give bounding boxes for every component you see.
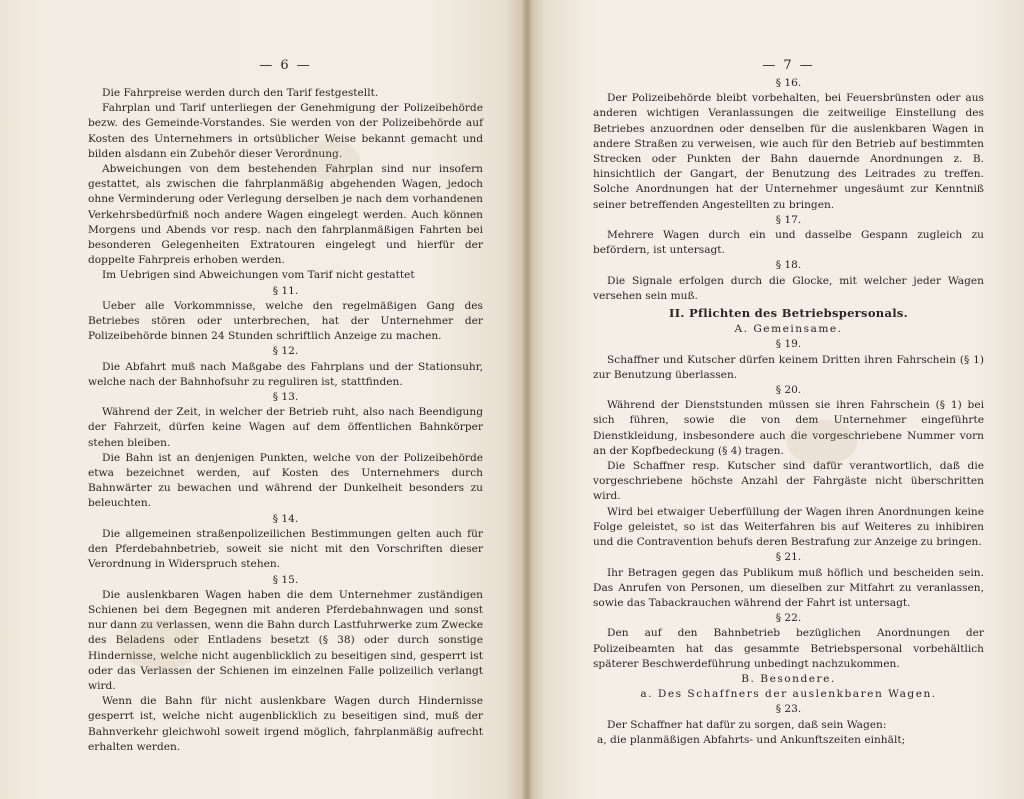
section-number: § 12. [272,345,299,358]
paragraph: Während der Dienststunden müssen sie ihren Fahrschein (§ 1) bei sich führen, sowie die von dem Unternehmer eingeführte Dienstkleidung, insbesondere auch die vorgeschriebene Nummer vorn an der Kopfbedeckung (§ 4) tragen. [593,399,984,457]
section-number: § 17. [775,213,802,226]
paragraph: Fahrplan und Tarif unterliegen der Genehmigung der Polizeibehörde bezw. des Gemeinde-Vorstandes. Sie werden von der Polizeibehörde auf Kosten des Unternehmers in ortsüblicher Weise bekannt gemacht und bilden alsdann ein Zubehör dieser Verordnung. [88,102,483,160]
paragraph: Die Signale erfolgen durch die Glocke, mit welcher jeder Wagen versehen sein muß. [593,274,984,302]
section-number: § 20. [775,384,802,397]
paragraph: Die Abfahrt muß nach Maßgabe des Fahrplans und der Stationsuhr, welche nach der Bahnhofsuhr zu reguliren ist, stattfinden. [88,360,483,388]
section-number: § 22. [775,612,802,625]
paragraph: Abweichungen von dem bestehenden Fahrplan sind nur insofern gestattet, als zwischen die fahrplanmäßig abgehenden Wagen, jedoch ohne Verminderung oder Verlegung derselben je nach dem vorhandenen Verkehrsbedürfniß noch andere Wagen eingelegt werden. Auch können Morgens und Abends vor resp. nach den fahrplanmäßigen Fahrten bei besonderen Gelegenheiten Extratouren eingelegt und hierfür der doppelte Fahrpreis erhoben werden. [88,163,483,267]
section-number: § 11. [272,284,299,297]
page-number-left: — 6 — [259,58,312,73]
section-number: § 16. [775,77,802,89]
section-number: § 21. [775,551,802,564]
right-page-text [593,76,984,748]
paragraph: Der Schaffner hat dafür zu sorgen, daß sein Wagen: [607,718,887,731]
paragraph: Den auf den Bahnbetrieb bezüglichen Anordnungen der Polizeibeamten hat das gesammte Betriebspersonal vorbehältlich späterer Beschwerdeführung unbedingt nachzukommen. [593,627,984,670]
section-number: § 13. [272,391,299,404]
list-item: a, die planmäßigen Abfahrts- und Ankunftszeiten einhält; [597,733,906,746]
paragraph: Schaffner und Kutscher dürfen keinem Dritten ihren Fahrschein (§ 1) zur Benutzung überlassen. [593,353,984,381]
paragraph: Die auslenkbaren Wagen haben die dem Unternehmer zuständigen Schienen bei dem Begegnen mit anderen Pferdebahnwagen und sonst nur dann zu verlassen, wenn die Bahn durch Lastfuhrwerke zum Zwecke des Beladens oder Entladens besetzt (§ 38) oder durch sonstige Hindernisse, welche nicht augenblicklich zu beseitigen sind, gesperrt ist oder das Verlassen der Schienen im einzelnen Falle polizeilich verlangt wird. [88,588,483,692]
subheading: B. Besondere. [741,672,836,685]
paragraph: Im Uebrigen sind Abweichungen vom Tarif nicht gestattet [102,269,415,282]
paragraph: Der Polizeibehörde bleibt vorbehalten, bei Feuersbrünsten oder aus anderen wichtigen Veranlassungen die zeitweilige Einstellung des Betriebes anzuordnen oder denselben für die auslenkbaren Wagen in andere Straßen zu verweisen, wie auch für den Betrieb auf bestimmten Strecken oder Punkten der Bahn dauernde Anordnungen z. B. hinsichtlich der Gangart, der Benutzung des Leitrades zu treffen. Solche Anordnungen hat der Unternehmer ungesäumt zur Kenntniß seiner betreffenden Angestellten zu bringen. [593,92,984,211]
paragraph: Ihr Betragen gegen das Publikum muß höflich und bescheiden sein. Das Anrufen von Personen, um dieselben zur Mitfahrt zu veranlassen, sowie das Tabackrauchen während der Fahrt ist untersagt. [593,566,984,609]
left-page-text [88,86,483,755]
paragraph: Mehrere Wagen durch ein und dasselbe Gespann zugleich zu befördern, ist untersagt. [593,229,984,257]
section-number: § 15. [272,573,299,586]
paragraph: Die Schaffner resp. Kutscher sind dafür verantwortlich, daß die vorgeschriebene höchste Anzahl der Fahrgäste nicht überschritten wird. [593,460,984,503]
section-number: § 19. [775,338,802,351]
paragraph: Wenn die Bahn für nicht auslenkbare Wagen durch Hindernisse gesperrt ist, welche nicht augenblicklich zu beseitigen sind, muß der Bahnverkehr gleichwohl soweit irgend möglich, fahrplanmäßig aufrecht erhalten werden. [88,695,483,753]
subheading: A. Gemeinsame. [734,323,843,336]
paragraph: Die Bahn ist an denjenigen Punkten, welche von der Polizeibehörde etwa bezeichnet werden, auf Kosten des Unternehmers durch Bahnwärter zu bewachen und während der Dunkelheit besonders zu beleuchten. [88,451,483,510]
section-number: § 23. [775,703,802,716]
paragraph: Während der Zeit, in welcher der Betrieb ruht, also nach Beendigung der Fahrzeit, dürfen keine Wagen auf dem öffentlichen Bahnkörper stehen bleiben. [88,406,483,449]
paragraph: Wird bei etwaiger Ueberfüllung der Wagen ihren Anordnungen keine Folge geleistet, so ist das Weiterfahren bis auf Weiteres zu inhibiren und die Contravention behufs deren Bestrafung zur Anzeige zu bringen. [593,505,984,549]
right-page [527,0,1024,799]
section-number: § 14. [272,512,299,525]
paragraph: Ueber alle Vorkommnisse, welche den regelmäßigen Gang des Betriebes stören oder unterbrechen, hat der Unternehmer der Polizeibehörde binnen 24 Stunden schriftlich Anzeige zu machen. [88,299,483,343]
paragraph: Die Fahrpreise werden durch den Tarif festgestellt. [102,87,379,99]
chapter-heading: II. Pflichten des Betriebspersonals. [669,306,908,321]
paragraph: Die allgemeinen straßenpolizeilichen Bestimmungen gelten auch für den Pferdebahnbetrieb, soweit sie nicht mit den Vorschriften dieser Verordnung in Widerspruch stehen. [88,527,483,571]
page-number-right: — 7 — [762,58,815,73]
section-number: § 18. [775,259,802,272]
subheading: a. Des Schaffners der auslenkbaren Wagen. [640,688,937,701]
